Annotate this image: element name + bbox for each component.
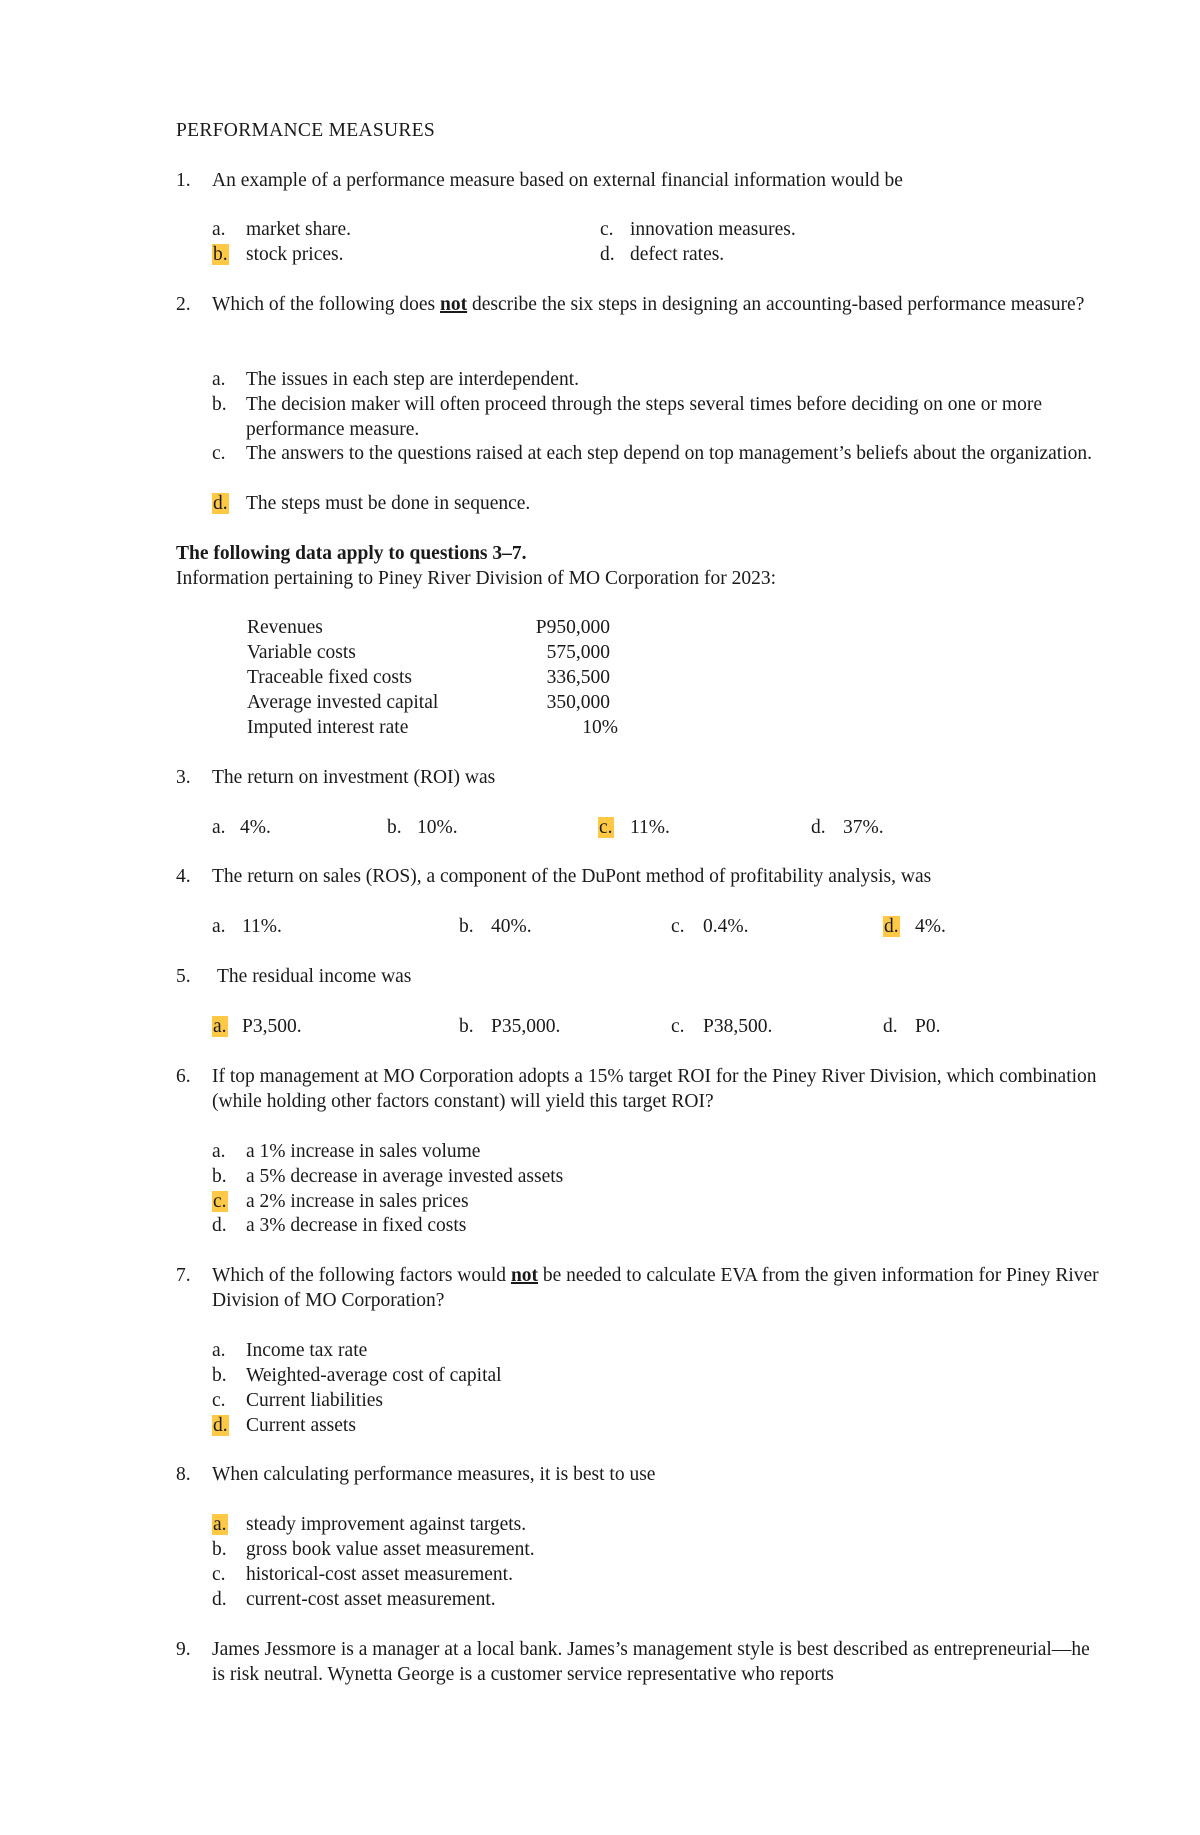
financial-label: Variable costs — [247, 642, 356, 663]
option-5a-answer: a. P3,500. — [213, 1016, 302, 1037]
option-1d: d. defect rates. — [600, 244, 725, 265]
question-number: 9. — [176, 1639, 191, 1660]
question-text: The return on sales (ROS), a component of the DuPont method of profitability analysis, was — [212, 866, 932, 887]
question-text: An example of a performance measure based on external financial information would be — [212, 170, 903, 191]
financial-value: 10% — [582, 717, 618, 738]
option-1b-answer: b. stock prices. — [213, 244, 344, 265]
answer-highlight: d. — [213, 493, 228, 514]
answer-highlight: c. — [599, 817, 613, 838]
option-7d-answer: d. Current assets — [213, 1415, 356, 1436]
option-8b: b. gross book value asset measurement. — [212, 1539, 535, 1560]
question-number: 3. — [176, 767, 191, 788]
option-4b: b. 40%. — [459, 916, 532, 937]
financial-value: 575,000 — [546, 642, 610, 663]
option-2d-answer: d. The steps must be done in sequence. — [213, 493, 531, 514]
question-number: 6. — [176, 1066, 191, 1087]
option-8d: d. current-cost asset measurement. — [212, 1589, 496, 1610]
question-text: When calculating performance measures, it is best to use — [212, 1464, 656, 1485]
emphasis-not: not — [440, 294, 468, 315]
answer-highlight: d. — [213, 1415, 228, 1436]
option-4c: c. 0.4%. — [671, 916, 749, 937]
data-heading: The following data apply to questions 3–7. — [176, 543, 527, 564]
financial-label: Revenues — [247, 617, 323, 638]
question-text: If top management at MO Corporation adopts a 15% target ROI for the Piney River Division, which combination (while holding other factors constant) will yield this target ROI? — [212, 1066, 1097, 1112]
question-number: 1. — [176, 170, 191, 191]
option-5c: c. P38,500. — [671, 1016, 773, 1037]
answer-highlight: a. — [213, 1016, 227, 1037]
option-7c: c. Current liabilities — [212, 1390, 384, 1411]
question-number: 2. — [176, 294, 191, 315]
option-7a: a. Income tax rate — [212, 1340, 368, 1361]
option-6a: a. a 1% increase in sales volume — [212, 1141, 481, 1162]
question-number: 5. — [176, 966, 191, 987]
option-3a: a. 4%. — [212, 817, 271, 838]
option-8c: c. historical-cost asset measurement. — [212, 1564, 513, 1585]
question-text: James Jessmore is a manager at a local bank. James’s management style is best described as entrepreneurial—he is risk neutral. Wynetta George is a customer service representative who reports — [212, 1639, 1090, 1685]
option-6d: d. a 3% decrease in fixed costs — [212, 1215, 467, 1236]
answer-highlight: c. — [213, 1191, 227, 1212]
financial-value: P950,000 — [535, 617, 610, 638]
financial-value: 350,000 — [546, 692, 610, 713]
emphasis-not: not — [510, 1265, 539, 1286]
page-title: PERFORMANCE MEASURES — [176, 120, 436, 141]
option-2b: b. The decision maker will often proceed through the steps several times before deciding on one or more performance measure. — [212, 394, 1042, 440]
option-7b: b. Weighted-average cost of capital — [212, 1365, 502, 1386]
option-5b: b. P35,000. — [459, 1016, 561, 1037]
option-4d-answer: d. 4%. — [884, 916, 946, 937]
option-1c: c. innovation measures. — [600, 219, 796, 240]
question-text: Which of the following factors would not be needed to calculate EVA from the given information for Piney River Division of MO Corporation? — [212, 1265, 1099, 1311]
answer-highlight: d. — [884, 916, 899, 937]
option-5d: d. P0. — [883, 1016, 941, 1037]
question-number: 7. — [176, 1265, 191, 1286]
financial-value: 336,500 — [546, 667, 610, 688]
answer-highlight: a. — [213, 1514, 227, 1535]
financial-label: Average invested capital — [247, 692, 439, 713]
question-number: 8. — [176, 1464, 191, 1485]
option-6b: b. a 5% decrease in average invested assets — [212, 1166, 564, 1187]
option-1a: a. market share. — [212, 219, 352, 240]
option-3b: b. 10%. — [387, 817, 458, 838]
question-text: The residual income was — [217, 966, 412, 987]
data-intro-text: Information pertaining to Piney River Division of MO Corporation for 2023: — [176, 568, 777, 589]
option-3d: d. 37%. — [811, 817, 884, 838]
question-text: The return on investment (ROI) was — [212, 767, 496, 788]
question-text: Which of the following does not describe the six steps in designing an accounting-based performance measure? — [212, 294, 1085, 315]
option-8a-answer: a. steady improvement against targets. — [213, 1514, 527, 1535]
financial-label: Imputed interest rate — [247, 717, 409, 738]
option-2c: c. The answers to the questions raised at each step depend on top management’s beliefs about the organization. — [212, 443, 1093, 464]
question-number: 4. — [176, 866, 191, 887]
option-6c-answer: c. a 2% increase in sales prices — [213, 1191, 469, 1212]
option-2a: a. The issues in each step are interdependent. — [212, 369, 579, 390]
option-3c-answer: c. 11%. — [599, 817, 670, 838]
financial-label: Traceable fixed costs — [247, 667, 412, 688]
option-4a: a. 11%. — [212, 916, 282, 937]
answer-highlight: b. — [213, 244, 228, 265]
